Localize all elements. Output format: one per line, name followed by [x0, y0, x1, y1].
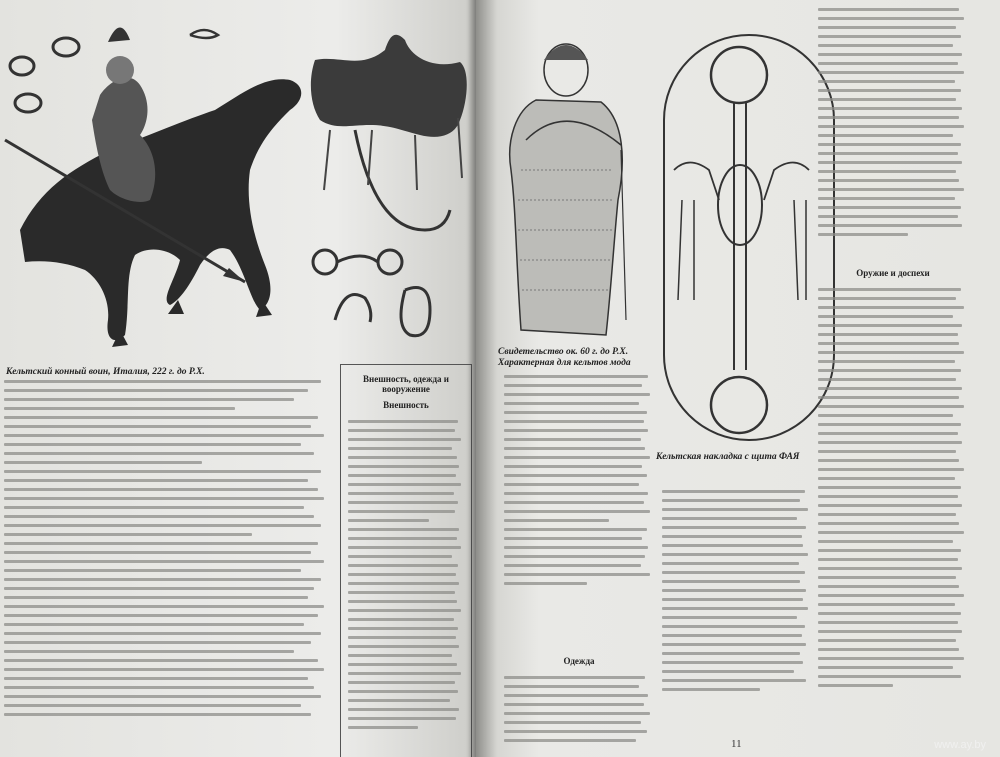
clothing-text: [504, 676, 654, 756]
weapons-heading: Оружие и доспехи: [856, 268, 930, 278]
shield-caption: Кельтская накладка с щита ФАЯ: [656, 452, 800, 462]
horseman-illustration: [0, 0, 475, 365]
sidebar-text: [348, 420, 464, 750]
appearance-heading: Внешность: [383, 400, 429, 410]
watermark: www.ay.by: [934, 739, 986, 751]
page-number: 11: [731, 738, 742, 750]
weapons-text: [818, 288, 968, 733]
right-column-text: [818, 8, 968, 263]
woman-figure-caption: Свидетельство ок. 60 г. до Р.Х. Характерная для кельтов мода: [498, 347, 631, 368]
left-page: [0, 0, 480, 757]
left-main-text: [4, 380, 334, 757]
right-page: [476, 0, 1000, 757]
clothing-heading: Одежда: [563, 656, 595, 666]
shield-illustration: [654, 30, 844, 445]
horseman-caption: Кельтский конный воин, Италия, 222 г. до Р.Х.: [6, 367, 205, 377]
sidebar-title: Внешность, одежда и вооружение: [363, 374, 449, 394]
right-middle-text: [662, 490, 812, 735]
woman-figure-illustration: [496, 30, 646, 345]
